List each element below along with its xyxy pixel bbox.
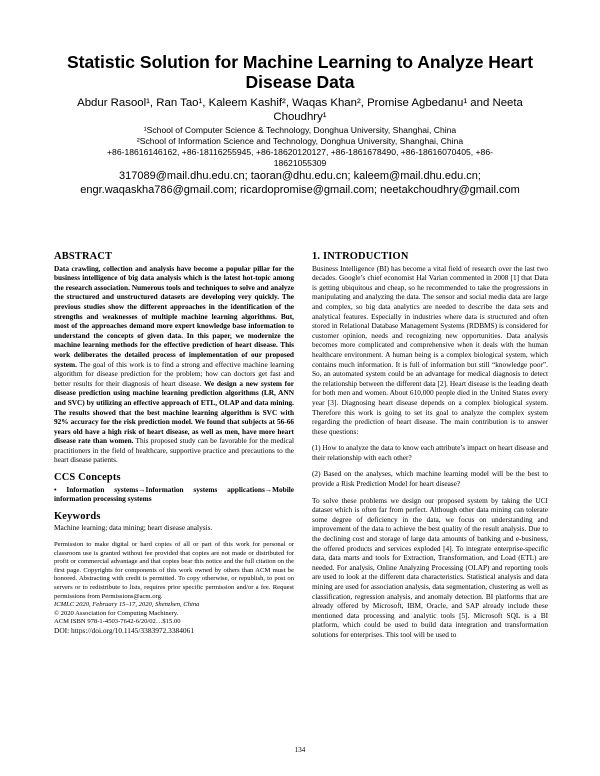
keywords-text: Machine learning; data mining; heart disease analysis. xyxy=(54,523,213,533)
paper-title: Statistic Solution for Machine Learning to Analyze Heart Disease Data xyxy=(66,52,534,92)
email-line-1: 317089@mail.dhu.edu.cn; taoran@dhu.edu.cn; kaleem@mail.dhu.edu.cn; xyxy=(119,170,481,182)
intro-question-2: (2) Based on the analyses, which machine learning model will be the best to provide a Risk Prediction Model for heart disease? xyxy=(312,469,548,489)
venue-line: ICMLC 2020, February 15–17, 2020, Shenzhen, China xyxy=(54,601,200,609)
keywords-heading: Keywords xyxy=(54,510,101,522)
abstract-normal-1: The goal of this work is to find a strong and effective machine learning algorithm for disease prediction for the problem; how can doctors get fast and better results for their diagnosis of heart disease. xyxy=(54,359,294,388)
abstract-body xyxy=(54,264,294,465)
abstract-heading: ABSTRACT xyxy=(54,251,113,262)
abstract-bold-1: Data crawling, collection and analysis have become a popular pillar for the business intelligence of big data analysis which is the latest hot-topic among the research association. Numerous tools and techniques to solve and analyze the structured and unstructured datasets are developing very quickly. The previous studies show the different approaches in the identification of the strengths and weaknesses of multiple machine learning algorithms. But, most of the approaches demand more expert knowledge base information to understand the concepts of given data. In this paper, we modernize the machine learning methods for the effective prediction of heart disease. This work deliberates the detailed process of implementation of our proposed system. xyxy=(54,263,294,369)
isbn-line: ACM ISBN 978-1-4503-7642-6/20/02…$15.00 xyxy=(54,618,181,626)
right-column xyxy=(312,252,548,640)
page-number: 134 xyxy=(294,746,306,754)
permission-text: Permission to make digital or hard copies of all or part of this work for personal or classroom use is granted without fee provided that copies are not made or distributed for profit or commercial advantage and that copies bear this notice and the full citation on the first page. Copyrights for components of this work owned by others than ACM must be honored. Abstracting with credit is permitted. To copy otherwise, or republish, to post on servers or to redistribute to lists, requires prior specific permission and/or a fee. Request permissions from Permissions@acm.org. xyxy=(54,541,294,600)
author-list xyxy=(50,96,550,124)
phone-line-2: 18621055309 xyxy=(273,158,327,168)
ccs-text: • Information systems→Information systems applications→Mobile information processing systems xyxy=(54,484,294,504)
left-column xyxy=(54,252,294,636)
phone-line-1: +86-18616146162, +86-18116255945, +86-18620120127, +86-1861678490, +86-18616070405, +86- xyxy=(107,147,493,157)
affiliation-2: ²School of Information Science and Technology, Donghua University, Shanghai, China xyxy=(136,136,464,146)
ccs-heading: CCS Concepts xyxy=(54,472,121,484)
intro-heading: 1. INTRODUCTION xyxy=(312,251,409,262)
email-line-2: engr.waqaskha786@gmail.com; ricardopromise@gmail.com; neetakchoudhry@gmail.com xyxy=(80,184,520,196)
affiliation-1: ¹School of Computer Science & Technology, Donghua University, Shanghai, China xyxy=(143,125,457,135)
permission-block xyxy=(54,541,294,636)
intro-paragraph-2: To solve these problems we design our proposed system by taking the UCI dataset which is often far from perfect. Although other data mining can tolerate some degree of deficiency in the data, we focus on understanding and improvement of the data to achieve the best quality of the result analysis. Due to the declining cost and storage of large data amounts of banking and e-business, the offered products and services exploded [4]. To integrate enterprise-specific data, data marts and tools for Extraction, Transformation, and Load (ETL) are needed. For analysis, Online Analyzing Processing (OLAP) and reporting tools are used to look at the different data characteristics. Statistical analysis and data mining are used for association analysis, data segmentation, clustering as well as classification, regression analysis, and anomaly detection. BI platforms that are already offered by Microsoft, IBM, Oracle, and SAP already include these mentioned data processing and analytic tools [5]. Microsoft SQL is a BI platform, which could be used to build data integration and transformation solutions for enterprises. This tool will be used to xyxy=(312,495,548,639)
intro-paragraph-1: Business Intelligence (BI) has become a vital field of research over the last two decades. Google’s chief economist Hal Varian commented in 2008 [1] that Data is getting ubiquitous and cheap, so he recommended to take the progressions in manipulating and analyzing the data. The sensor and social media data are large and complex, so big data analytics are needed to describe the data sets and analytical features. Especially in industries where data is structured and often stored in Relational Database Management Systems (RDBMS) is considered for customer opinion, needs and recognizing new opportunities. Data analysis becomes more complicated and comprehensive when it deals with the human healthcare environment. A human being is a complex biological system, which contains much information. It is full of information but still “knowledge poor”. So, an automated system could be an advantage for medical diagnosis to detect the relationship between the different data [2]. Heart disease is the leading death for both men and women. About 610,000 people died in the United States every year [3]. Diagnosing heart disease depends on a complex biological system. Therefore this work is going to set its goal to analyze the complex system regarding the prediction of heart disease. The main contribution is to answer these questions: xyxy=(312,263,548,436)
copyright-line: © 2020 Association for Computing Machinery. xyxy=(54,609,179,617)
author-line-2: Choudhry¹ xyxy=(273,111,327,123)
doi-link[interactable]: DOI: https://doi.org/10.1145/3383972.3384061 xyxy=(54,625,195,635)
abstract-bold-2: We design a new system for disease prediction using machine learning prediction algorithms (LR, ANN and SVC) by utilizing an effective approach of ETL, OLAP and data mining. The results showed that the best machine learning algorithm is SVC with 92% accuracy for the risk prediction model. We found that subjects at 56-66 years old have a high risk of heart disease, as well as men, have more heart disease rate than women. xyxy=(54,378,294,446)
author-line-1: Abdur Rasool¹, Ran Tao¹, Kaleem Kashif², Waqas Khan², Promise Agbedanu¹ and Neeta xyxy=(77,97,523,109)
intro-question-1: (1) How to analyze the data to know each attribute’s impact on heart disease and their relationship with each other? xyxy=(312,443,548,462)
abstract-normal-2: This proposed study can be favorable for the medical practitioners in the field of healthcare, supportive practice and precautions to the heart disease patients. xyxy=(54,436,294,465)
